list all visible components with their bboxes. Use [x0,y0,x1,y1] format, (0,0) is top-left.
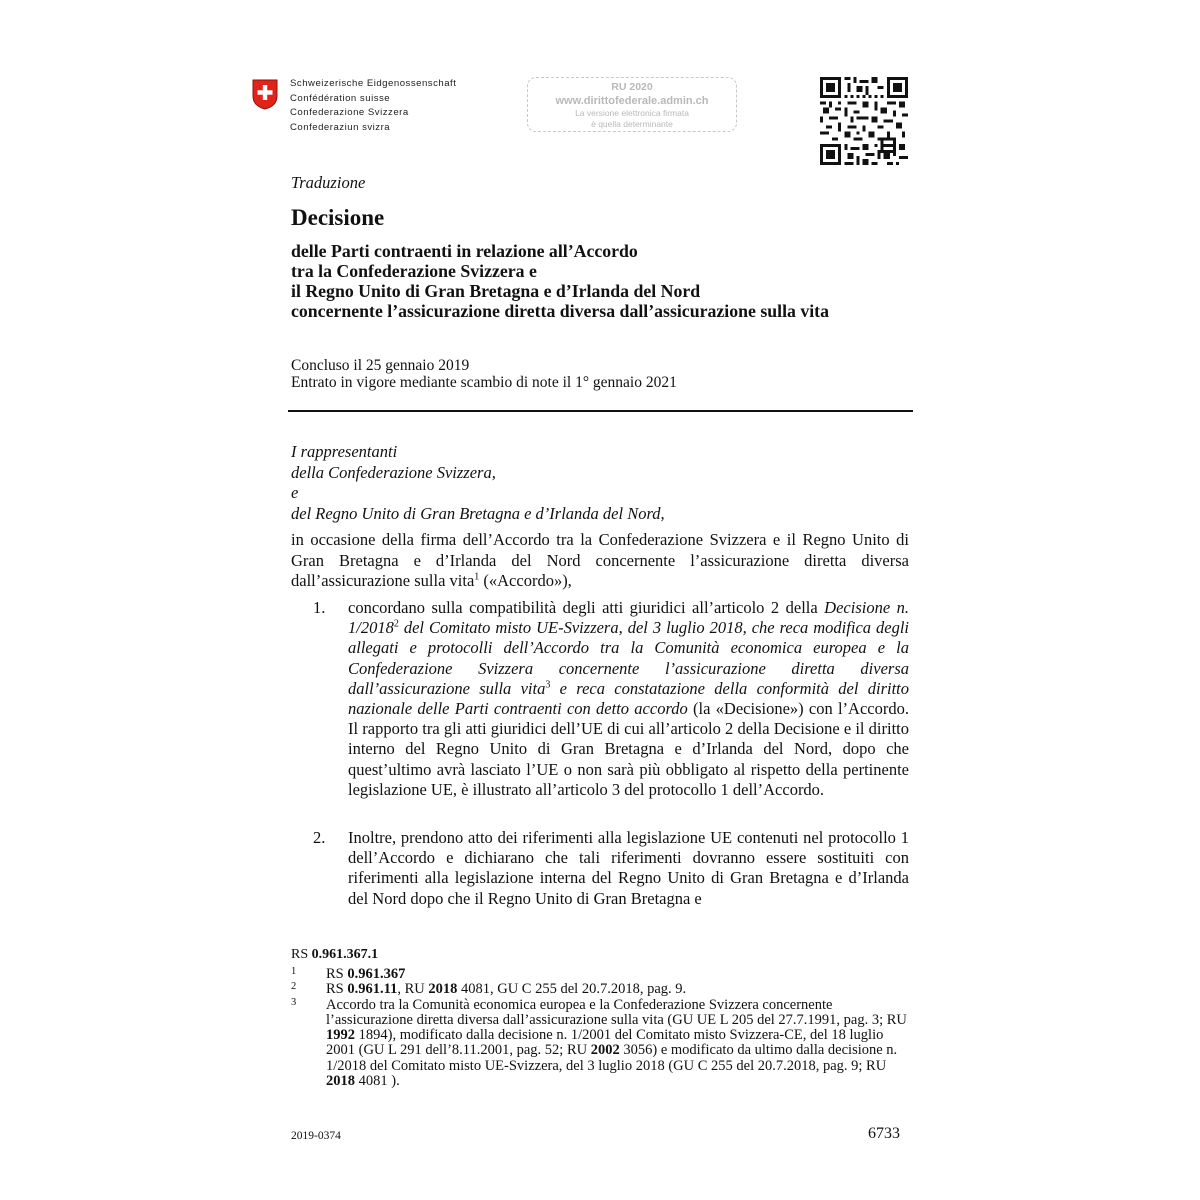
stamp-note-2: è quella determinante [591,119,673,129]
footnote-ref[interactable]: 3 [545,679,551,691]
document-title: Decisione [291,205,385,230]
title-divider [288,410,913,412]
rs-value: 0.961.367.1 [311,947,379,962]
stamp-website: www.dirittofederale.admin.ch [555,95,709,107]
parties-line: della Confederazione Svizzera, [291,462,496,482]
footnote-number: 1 [291,966,297,977]
footnote-text: RS [326,981,348,998]
official-publication-stamp [527,77,737,132]
footnote-text: Accordo tra la Comunità economica europea e la Confederazione Svizzera concernente l’assicurazione diretta diversa dall’assicurazione sulla vita (GU UE L 205 del 27.7.1991, pag. 3; RU [326,996,907,1028]
dates-block [291,357,677,391]
footnote-text: , RU [397,981,429,998]
footnotes [291,967,911,1089]
preamble-text-end: («Accordo»), [479,571,572,590]
footnote-number: 2 [291,981,297,993]
stamp-collection: RU 2020 [611,81,653,93]
subtitle-line: concernente l’assicurazione diretta diversa dall’assicurazione sulla vita [291,301,829,321]
conf-line-de: Schweizerische Eidgenossenschaft [290,78,457,89]
qr-code-icon [820,77,908,165]
preamble-text: in occasione della firma dell’Accordo tra la Confederazione Svizzera e il Regno Unito di Gran Bretagna e d’Irlanda del Nord concernente l’assicurazione diretta diversa dall’assicurazione sulla vita [291,530,909,590]
footnote-text: 1894), modificato dalla decisione n. 1/2001 del Comitato misto Svizzera-CE, del 18 luglio 2001 (GU L 291 dell’8.11.2001, pag. 52; RU [326,1027,884,1059]
footnote-text: RS [326,966,348,982]
decision-reference: Decisione n. 1/2018 [348,598,910,638]
document-subtitle [291,241,829,321]
confederation-names [290,77,456,135]
footnote-text: 4081 ). [355,1073,400,1090]
footnote-bold: 0.961.367 [347,966,406,982]
footnote-number: 3 [291,996,297,1008]
footnote-ref[interactable]: 1 [474,571,480,583]
item-text: concordano sulla compatibilità degli atti giuridici all’articolo 2 della [348,598,825,617]
preamble-paragraph [291,530,909,592]
rs-number [291,947,378,963]
list-item [291,598,909,800]
item-text-cont: (la «Decisione») con l’Accordo. Il rapporto tra gli atti giuridici dell’UE di cui all’articolo 2 della Decisione e il diritto interno del Regno Unito di Gran Bretagna e d’Irlanda del Nord, dopo che quest’ultimo avrà lasciato l’UE o non sarà più obbligato al rispetto della pertinente legislazione UE, è illustrato all’articolo 3 del protocollo 1 dell’Accordo. [348,699,909,799]
parties-line: del Regno Unito di Gran Bretagna e d’Irlanda del Nord, [291,503,665,523]
footnote-text: 3056) e modificato da ultimo dalla decisione n. 1/2018 del Comitato misto UE-Svizzera, del 3 luglio 2018 (GU C 255 del 20.7.2018, pag. 9; RU [326,1042,898,1074]
footnote-bold: 1992 [326,1027,355,1044]
footnote [291,967,911,982]
footnote-bold: 0.961.11 [347,981,398,998]
subtitle-line: il Regno Unito di Gran Bretagna e d’Irlanda del Nord [291,281,701,301]
footnote [291,982,911,997]
footnote-ref[interactable]: 2 [393,618,399,630]
entry-into-force-date: Entrato in vigore mediante scambio di note il 1° gennaio 2021 [291,374,677,391]
concluded-date: Concluso il 25 gennaio 2019 [291,357,470,374]
rs-prefix: RS [291,947,312,962]
document-id: 2019-0374 [291,1130,341,1142]
list-item-number: 1. [313,598,326,617]
decision-title-cont: e reca constatazione della conformità del diritto nazionale delle Parti contraenti con detto accordo [348,678,910,719]
swiss-flag-icon [252,79,278,110]
subtitle-line: delle Parti contraenti in relazione all’Accordo [291,241,638,261]
footnote-bold: 2018 [428,981,458,998]
parties-line: I rappresentanti [291,442,398,461]
list-item-text [348,598,909,800]
conf-line-rm: Confederaziun svizra [290,121,391,133]
list-item-number: 2. [313,828,326,847]
parties-line: e [291,483,299,502]
footnote-bold: 2002 [590,1042,620,1059]
parties-block [291,442,665,524]
footnote [291,998,911,1090]
list-item-text: Inoltre, prendono atto dei riferimenti alla legislazione UE contenuti nel protocollo 1 dell’Accordo e dichiarano che tali riferimenti dovranno essere sostituiti con riferimenti alla legislazione interna del Regno Unito di Gran Bretagna e d’Irlanda del Nord dopo che il Regno Unito di Gran Bretagna e [348,828,909,908]
conf-line-it: Confederazione Svizzera [290,107,409,119]
conf-line-fr: Confédération suisse [290,92,391,104]
translation-label: Traduzione [291,173,366,192]
page-number: 6733 [868,1125,900,1142]
list-item [291,828,909,909]
subtitle-line: tra la Confederazione Svizzera e [291,261,537,281]
stamp-note-1: La versione elettronica firmata [575,108,689,118]
footnote-bold: 2018 [326,1073,355,1090]
footnote-text: 4081, GU C 255 del 20.7.2018, pag. 9. [457,981,687,998]
decision-title: del Comitato misto UE-Svizzera, del 3 luglio 2018, che reca modifica degli allegati e protocolli dell’Accordo tra la Comunità economica europea e la Confederazione Svizzera concernente l’assicurazione diretta diversa dall’assicurazione sulla vita [348,618,909,698]
